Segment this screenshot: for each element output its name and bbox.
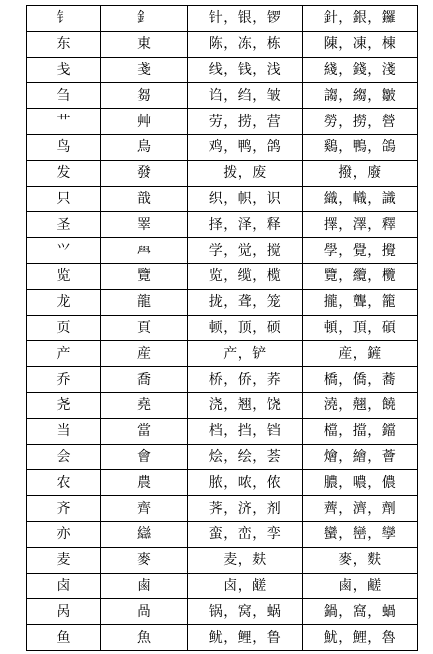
simplified-component-cell: 农 [27, 470, 101, 496]
table-row [27, 470, 418, 496]
simplified-examples-cell: 线，钱，浅 [188, 57, 303, 83]
simplified-examples-cell: 诌，绉，皱 [188, 83, 303, 109]
simplified-component-cell: 齐 [27, 496, 101, 522]
traditional-component-cell: 堯 [101, 392, 188, 418]
table-row [27, 160, 418, 186]
traditional-component-cell: 鳥 [101, 134, 188, 160]
traditional-examples-cell: 攏，聾，籠 [303, 289, 418, 315]
traditional-examples-cell: 澆，翹，饒 [303, 392, 418, 418]
traditional-component-cell: 咼 [101, 599, 188, 625]
table-row [27, 418, 418, 444]
traditional-component-cell: 會 [101, 444, 188, 470]
traditional-component-cell: 睪 [101, 212, 188, 238]
traditional-examples-cell: 産，鏟 [303, 341, 418, 367]
simplified-component-cell: 刍 [27, 83, 101, 109]
traditional-component-cell: 戔 [101, 57, 188, 83]
simplified-examples-cell: 脓，哝，侬 [188, 470, 303, 496]
table-row [27, 186, 418, 212]
traditional-component-cell: 東 [101, 31, 188, 57]
simplified-component-cell: 页 [27, 315, 101, 341]
simplified-component-cell: 龙 [27, 289, 101, 315]
simplified-examples-cell: 档，挡，铛 [188, 418, 303, 444]
table-row [27, 599, 418, 625]
simplified-examples-cell: 烩，绘，荟 [188, 444, 303, 470]
simplified-component-cell: 鸟 [27, 134, 101, 160]
table-row [27, 392, 418, 418]
traditional-component-cell: 麥 [101, 547, 188, 573]
simplified-component-cell: 尧 [27, 392, 101, 418]
simplified-component-cell: ⺍ [27, 238, 101, 264]
traditional-examples-cell: 鍋，窩，蝸 [303, 599, 418, 625]
table-row [27, 238, 418, 264]
simplified-component-cell: 艹 [27, 109, 101, 135]
traditional-examples-cell: 撥，廢 [303, 160, 418, 186]
character-comparison-table [26, 5, 418, 651]
table-row [27, 625, 418, 651]
table-row [27, 367, 418, 393]
traditional-examples-cell: 學，覺，攪 [303, 238, 418, 264]
traditional-examples-cell: 薺，濟，劑 [303, 496, 418, 522]
traditional-examples-cell: 檔，擋，鐺 [303, 418, 418, 444]
table-row [27, 212, 418, 238]
simplified-examples-cell: 览，缆，榄 [188, 263, 303, 289]
traditional-examples-cell: 燴，繪，薈 [303, 444, 418, 470]
traditional-examples-cell: 頓，頂，碩 [303, 315, 418, 341]
table-row [27, 109, 418, 135]
simplified-component-cell: 戋 [27, 57, 101, 83]
table-row [27, 289, 418, 315]
traditional-component-cell: 頁 [101, 315, 188, 341]
simplified-examples-cell: 荠，济，剂 [188, 496, 303, 522]
traditional-component-cell: 發 [101, 160, 188, 186]
traditional-examples-cell: 橋，僑，蕎 [303, 367, 418, 393]
table-row [27, 496, 418, 522]
simplified-component-cell: 当 [27, 418, 101, 444]
traditional-component-cell: 芻 [101, 83, 188, 109]
traditional-component-cell: 艸 [101, 109, 188, 135]
traditional-component-cell: 覽 [101, 263, 188, 289]
traditional-component-cell: 魚 [101, 625, 188, 651]
simplified-examples-cell: 锅，窝，蜗 [188, 599, 303, 625]
traditional-component-cell: 農 [101, 470, 188, 496]
traditional-component-cell: 當 [101, 418, 188, 444]
traditional-examples-cell: 勞，撈，營 [303, 109, 418, 135]
table-row [27, 31, 418, 57]
traditional-examples-cell: 織，幟，識 [303, 186, 418, 212]
table-body [27, 6, 418, 651]
table-row [27, 521, 418, 547]
traditional-component-cell: 釒 [101, 6, 188, 32]
simplified-examples-cell: 顿，顶，硕 [188, 315, 303, 341]
simplified-examples-cell: 针，银，锣 [188, 6, 303, 32]
traditional-component-cell: 䜌 [101, 521, 188, 547]
table-row [27, 134, 418, 160]
simplified-component-cell: 麦 [27, 547, 101, 573]
simplified-component-cell: 产 [27, 341, 101, 367]
traditional-examples-cell: 鷄，鴨，鴿 [303, 134, 418, 160]
table-row [27, 341, 418, 367]
simplified-examples-cell: 择，泽，释 [188, 212, 303, 238]
traditional-component-cell: 戠 [101, 186, 188, 212]
simplified-component-cell: 圣 [27, 212, 101, 238]
simplified-examples-cell: 卤，鹾 [188, 573, 303, 599]
traditional-examples-cell: 鹵，鹺 [303, 573, 418, 599]
simplified-examples-cell: 浇，翘，饶 [188, 392, 303, 418]
simplified-examples-cell: 拨，废 [188, 160, 303, 186]
table-row [27, 573, 418, 599]
simplified-component-cell: 呙 [27, 599, 101, 625]
simplified-examples-cell: 劳，捞，营 [188, 109, 303, 135]
simplified-examples-cell: 蛮，峦，孪 [188, 521, 303, 547]
simplified-examples-cell: 桥，侨，荞 [188, 367, 303, 393]
traditional-examples-cell: 謅，縐，皺 [303, 83, 418, 109]
simplified-component-cell: 鱼 [27, 625, 101, 651]
simplified-examples-cell: 学，觉，搅 [188, 238, 303, 264]
table-row [27, 6, 418, 32]
simplified-component-cell: 发 [27, 160, 101, 186]
traditional-examples-cell: 陳，凍，棟 [303, 31, 418, 57]
simplified-examples-cell: 鸡，鸭，鸽 [188, 134, 303, 160]
traditional-component-cell: 喬 [101, 367, 188, 393]
simplified-component-cell: 钅 [27, 6, 101, 32]
table-row [27, 315, 418, 341]
table-row [27, 83, 418, 109]
traditional-examples-cell: 覽，纜，欖 [303, 263, 418, 289]
simplified-examples-cell: 产，铲 [188, 341, 303, 367]
traditional-examples-cell: 蠻，巒，孿 [303, 521, 418, 547]
traditional-examples-cell: 針，銀，鑼 [303, 6, 418, 32]
simplified-component-cell: 只 [27, 186, 101, 212]
table-row [27, 444, 418, 470]
simplified-examples-cell: 拢，聋，笼 [188, 289, 303, 315]
traditional-examples-cell: 麥，麩 [303, 547, 418, 573]
simplified-component-cell: 乔 [27, 367, 101, 393]
simplified-examples-cell: 织，帜，识 [188, 186, 303, 212]
traditional-examples-cell: 綫，錢，淺 [303, 57, 418, 83]
table-row [27, 547, 418, 573]
simplified-component-cell: 览 [27, 263, 101, 289]
simplified-component-cell: 亦 [27, 521, 101, 547]
traditional-examples-cell: 魷，鯉，魯 [303, 625, 418, 651]
traditional-examples-cell: 擇，澤，釋 [303, 212, 418, 238]
traditional-component-cell: 龍 [101, 289, 188, 315]
simplified-examples-cell: 陈，冻，栋 [188, 31, 303, 57]
table-row [27, 263, 418, 289]
simplified-component-cell: 卤 [27, 573, 101, 599]
traditional-component-cell: 齊 [101, 496, 188, 522]
simplified-component-cell: 会 [27, 444, 101, 470]
traditional-component-cell: 𦥯 [101, 238, 188, 264]
traditional-examples-cell: 膿，噥，儂 [303, 470, 418, 496]
traditional-component-cell: 産 [101, 341, 188, 367]
table-row [27, 57, 418, 83]
simplified-examples-cell: 麦，麸 [188, 547, 303, 573]
simplified-examples-cell: 鱿，鲤，鲁 [188, 625, 303, 651]
simplified-component-cell: 东 [27, 31, 101, 57]
traditional-component-cell: 鹵 [101, 573, 188, 599]
